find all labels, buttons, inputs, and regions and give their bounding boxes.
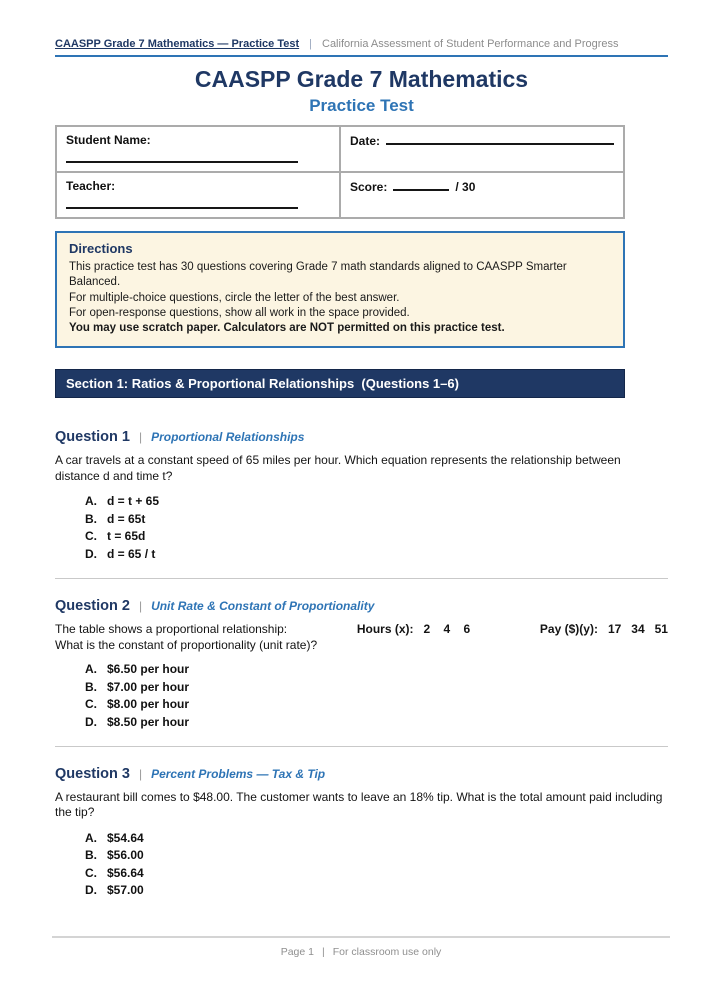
- question-number: Question 2: [55, 598, 130, 615]
- option-letter: C.: [85, 697, 97, 712]
- option-text: $7.00 per hour: [107, 679, 190, 694]
- student-name-cell: [56, 126, 340, 172]
- question-number: Question 1: [55, 429, 130, 446]
- question-separator: |: [138, 599, 143, 614]
- running-header: [55, 38, 668, 57]
- question-header: [55, 766, 668, 782]
- table-row: [56, 172, 624, 218]
- question-separator: |: [138, 767, 143, 782]
- option-text: $6.50 per hour: [107, 662, 190, 677]
- question-text: A car travels at a constant speed of 65 miles per hour. Which equation represents the relationship between distance d and time t?: [55, 453, 625, 483]
- option-text: $56.64: [107, 865, 144, 880]
- option-letter: B.: [85, 679, 97, 694]
- table-row: [56, 126, 624, 172]
- option-text: $57.00: [107, 883, 144, 898]
- question-divider: [55, 746, 668, 747]
- directions-box: [55, 231, 625, 348]
- student-name-blank-line: [66, 147, 298, 163]
- answer-option-d: [85, 882, 668, 900]
- score-cell: [340, 172, 624, 218]
- answer-options: [85, 493, 668, 563]
- answer-option-c: [85, 865, 668, 883]
- question-topic: Percent Problems — Tax & Tip: [151, 767, 326, 782]
- answer-option-b: [85, 679, 668, 697]
- option-letter: D.: [85, 714, 97, 729]
- option-letter: C.: [85, 865, 97, 880]
- question-topic: Proportional Relationships: [151, 430, 305, 445]
- answer-option-b: [85, 511, 668, 529]
- pay-data: Pay ($)(y): 17 34 51: [539, 622, 668, 637]
- footer-note: For classroom use only: [332, 946, 442, 958]
- running-header-title: CAASPP Grade 7 Mathematics — Practice Test: [55, 38, 300, 50]
- answer-option-c: [85, 528, 668, 546]
- question-text: What is the constant of proportionality (unit rate)?: [55, 638, 318, 653]
- question-intro-text: The table shows a proportional relationship:: [55, 622, 288, 637]
- question-number: Question 3: [55, 766, 130, 783]
- running-header-subtitle: California Assessment of Student Performance and Progress: [322, 38, 619, 50]
- option-letter: A.: [85, 494, 97, 509]
- option-text: t = 65d: [107, 529, 146, 544]
- option-text: $8.50 per hour: [107, 714, 190, 729]
- student-info-table: [55, 125, 625, 219]
- question-data-row: [55, 622, 668, 636]
- answer-option-b: [85, 847, 668, 865]
- answer-option-d: [85, 546, 668, 564]
- answer-option-a: [85, 493, 668, 511]
- answer-option-a: [85, 830, 668, 848]
- question-header: [55, 598, 668, 614]
- option-text: $8.00 per hour: [107, 697, 190, 712]
- score-label: Score:: [350, 180, 388, 194]
- option-text: d = 65t: [107, 511, 146, 526]
- option-letter: B.: [85, 511, 97, 526]
- option-letter: B.: [85, 848, 97, 863]
- directions-line: For open-response questions, show all work in the space provided.: [69, 306, 410, 319]
- answer-options: [85, 661, 668, 731]
- option-text: $54.64: [107, 830, 144, 845]
- question-block-2: [55, 598, 668, 731]
- date-blank-line: [386, 133, 614, 145]
- question-separator: |: [138, 430, 143, 445]
- directions-line-emphasis: You may use scratch paper. Calculators are NOT permitted on this practice test.: [69, 322, 505, 335]
- question-block-1: [55, 429, 668, 563]
- footer-separator: |: [322, 946, 325, 958]
- answer-option-c: [85, 696, 668, 714]
- answer-option-a: [85, 661, 668, 679]
- option-text: d = 65 / t: [107, 546, 156, 561]
- option-letter: A.: [85, 662, 97, 677]
- answer-options: [85, 830, 668, 900]
- option-text: $56.00: [107, 848, 144, 863]
- date-label: Date:: [350, 134, 381, 148]
- running-header-separator: |: [309, 38, 312, 50]
- teacher-blank-line: [66, 193, 298, 209]
- score-blank-line: [393, 179, 449, 191]
- page-number: Page 1: [280, 946, 314, 958]
- document-page: [55, 38, 668, 900]
- page-subtitle: Practice Test: [309, 96, 414, 115]
- student-name-label: Student Name:: [66, 133, 151, 147]
- answer-option-d: [85, 714, 668, 732]
- score-total: / 30: [455, 180, 476, 194]
- hours-data: Hours (x): 2 4 6: [356, 622, 471, 637]
- option-letter: D.: [85, 883, 97, 898]
- teacher-label: Teacher:: [66, 179, 116, 193]
- option-letter: C.: [85, 529, 97, 544]
- directions-line: For multiple-choice questions, circle the letter of the best answer.: [69, 291, 400, 304]
- page-title: CAASPP Grade 7 Mathematics: [194, 66, 529, 92]
- date-cell: [340, 126, 624, 172]
- option-text: d = t + 65: [107, 494, 160, 509]
- section-header-bar: Section 1: Ratios & Proportional Relationships (Questions 1–6): [55, 369, 625, 398]
- question-block-3: [55, 766, 668, 900]
- teacher-cell: [56, 172, 340, 218]
- question-divider: [55, 578, 668, 579]
- question-topic: Unit Rate & Constant of Proportionality: [151, 599, 375, 614]
- directions-title: Directions: [69, 241, 133, 256]
- directions-line: This practice test has 30 questions covering Grade 7 math standards aligned to CAASPP Smarter Balanced.: [69, 261, 567, 289]
- question-header: [55, 429, 668, 445]
- option-letter: D.: [85, 546, 97, 561]
- page-footer: [52, 936, 670, 960]
- question-text: A restaurant bill comes to $48.00. The customer wants to leave an 18% tip. What is the total amount paid including the tip?: [55, 790, 666, 820]
- option-letter: A.: [85, 830, 97, 845]
